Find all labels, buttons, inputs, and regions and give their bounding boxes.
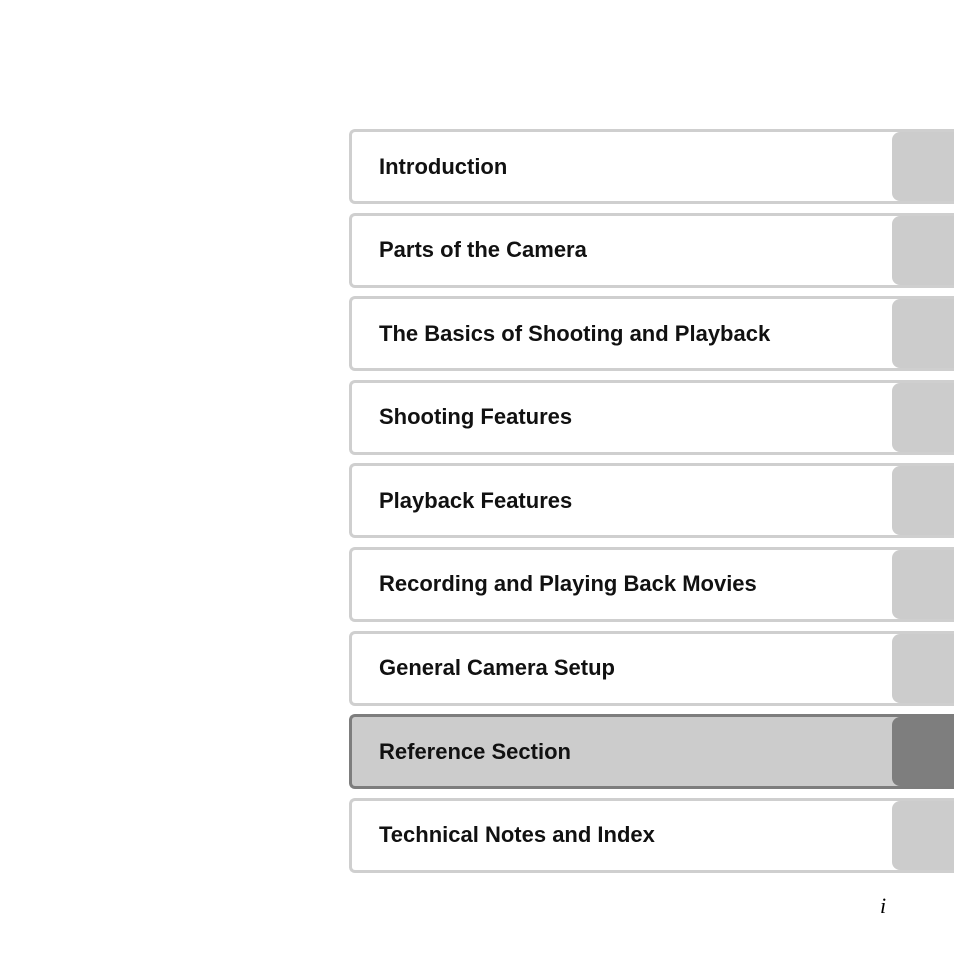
toc-item-label: The Basics of Shooting and Playback — [379, 320, 771, 346]
toc-item-playback-features[interactable] — [349, 463, 954, 538]
toc-item-shooting-features[interactable] — [349, 380, 954, 455]
toc-item-label: Technical Notes and Index — [379, 822, 655, 848]
toc-item-label: Reference Section — [379, 738, 571, 764]
section-tab-active — [892, 717, 954, 786]
toc-item-label: Recording and Playing Back Movies — [379, 571, 757, 597]
toc-item-label: Playback Features — [379, 487, 573, 513]
toc-item-label: Introduction — [379, 153, 508, 179]
section-tab — [892, 299, 954, 368]
page-number: i — [880, 893, 887, 918]
toc-item-label: General Camera Setup — [379, 655, 615, 681]
toc-item-reference-section[interactable] — [349, 714, 954, 789]
section-tab — [892, 801, 954, 870]
toc-item-technical-notes-and-index[interactable] — [349, 798, 954, 873]
table-of-contents — [349, 129, 954, 881]
section-tab — [892, 634, 954, 703]
toc-item-general-camera-setup[interactable] — [349, 631, 954, 706]
toc-item-parts-of-the-camera[interactable] — [349, 213, 954, 288]
toc-item-label: Shooting Features — [379, 404, 573, 430]
toc-item-basics-of-shooting-and-playback[interactable] — [349, 296, 954, 371]
toc-item-introduction[interactable] — [349, 129, 954, 204]
section-tab — [892, 132, 954, 201]
section-tab — [892, 383, 954, 452]
section-tab — [892, 550, 954, 619]
section-tab — [892, 466, 954, 535]
toc-item-recording-and-playing-back-movies[interactable] — [349, 547, 954, 622]
toc-item-label: Parts of the Camera — [379, 237, 587, 263]
section-tab — [892, 216, 954, 285]
